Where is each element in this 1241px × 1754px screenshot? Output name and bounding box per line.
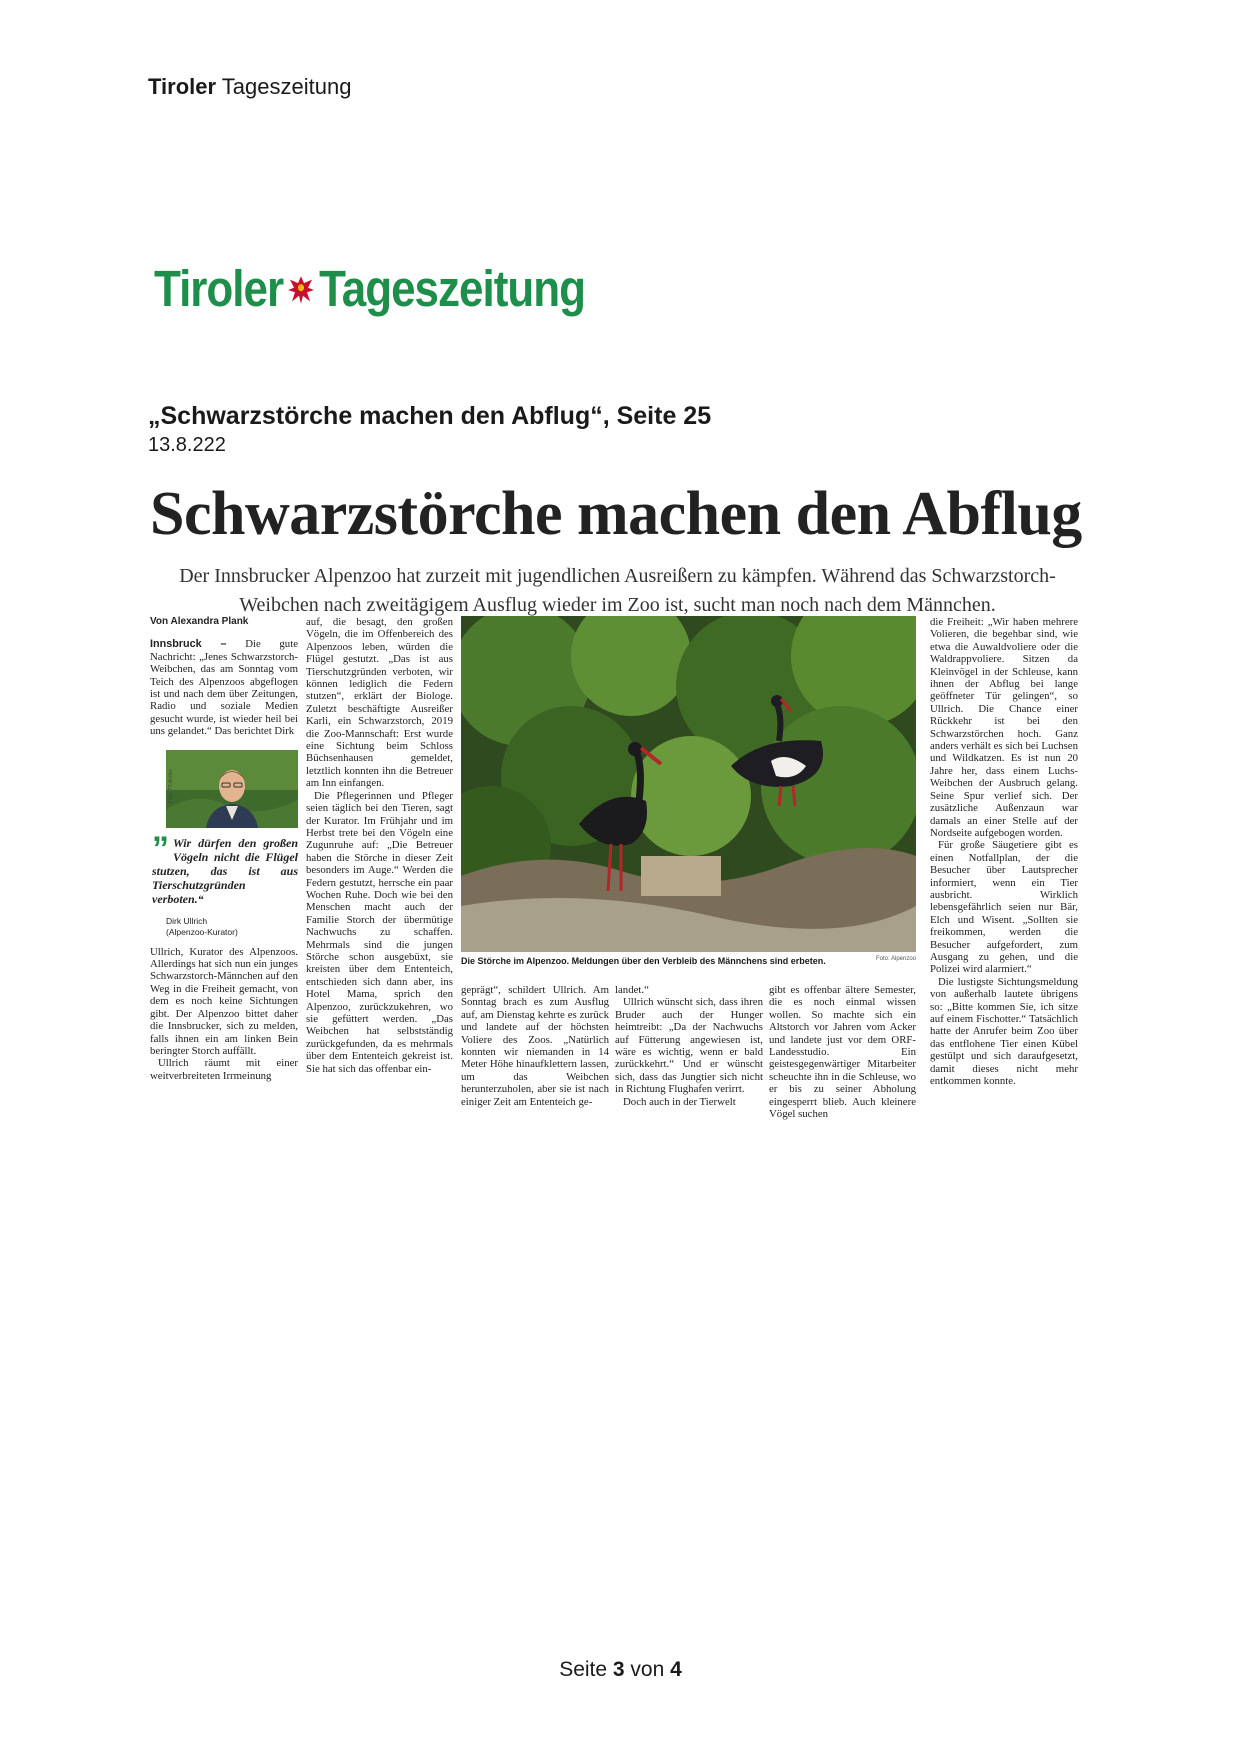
column-5 bbox=[769, 984, 916, 1120]
logo-part2: Tageszeitung bbox=[319, 261, 586, 318]
header-brand-rest: Tageszeitung bbox=[216, 74, 352, 99]
main-photo-block bbox=[461, 616, 916, 966]
footer-total-pages: 4 bbox=[670, 1658, 682, 1681]
quote-author bbox=[152, 916, 298, 938]
quote-author-name: Dirk Ullrich bbox=[166, 915, 208, 926]
column-4 bbox=[615, 984, 763, 1108]
quote-author-role: (Alpenzoo-Kurator) bbox=[166, 926, 238, 937]
dateline: Innsbruck – bbox=[150, 638, 227, 651]
col1-text: Die gute Nachricht: „Jenes Schwarzstorch-Weibchen, das am Sonntag vom Teich des Alpenzoos abgeflogen ist und nach dem über Zeitungen, Radio und soziale Medien gesucht wurde, ist wieder heil bei uns gelandet.“ Das berichtet Dirk bbox=[150, 638, 298, 738]
paragraph bbox=[150, 638, 298, 737]
photo-credit: Foto: Alpenzoo bbox=[875, 956, 916, 962]
header-brand-bold: Tiroler bbox=[148, 74, 217, 99]
newspaper-logo bbox=[154, 260, 585, 320]
logo-part1: Tiroler bbox=[154, 261, 284, 318]
portrait-credit: Foto: TT-Archiv bbox=[167, 768, 174, 803]
page-footer bbox=[0, 1658, 1241, 1682]
column-3 bbox=[461, 984, 609, 1108]
paragraph: landet.“ bbox=[615, 984, 649, 996]
photo-caption bbox=[461, 956, 916, 966]
article-reference-date: 13.8.222 bbox=[148, 434, 226, 456]
quote-text: Wir dürfen den großen Vögeln nicht die Flügel stutzen, das ist aus Tierschutzgründen verboten.“ bbox=[152, 835, 298, 906]
article-headline: Schwarzstörche machen den Abflug bbox=[150, 480, 1082, 548]
paragraph: Doch auch in der Tierwelt bbox=[623, 1095, 736, 1108]
paragraph: Ullrich, Kurator des Alpenzoos. Allerdings hat sich nun ein junges Schwarzstorch-Männchen auf den Weg in die Freiheit gemacht, von dem es noch keine Sichtungen gibt. Der Alpenzoo bittet daher die Innsbrucker, sich zu melden, falls ihnen ein am linken Bein beringter Storch auffällt. bbox=[150, 945, 298, 1057]
paragraph: gibt es offenbar ältere Semester, die es noch einmal wissen wollen. So machte sich ein Altstorch vor Jahren vom Acker und landete just vor dem ORF-Landesstudio. Ein geistesgegenwärtiger Mitarbeiter scheuchte ihn in die Schleuse, wo er bis zu seiner Abholung eingesperrt blieb. Auch kleinere Vögel suchen bbox=[769, 984, 916, 1121]
paragraph: Ullrich räumt mit einer weitverbreiteten Irrmeinung bbox=[150, 1057, 298, 1082]
pull-quote bbox=[150, 829, 298, 938]
paragraph: Ullrich wünscht sich, dass ihren Bruder auch der Hunger heimtreibt: „Da der Nachwuchs auf Fütterung angewiesen ist, wäre es wichtig, wenn er bald zurückkehrt.“ Und er wünscht sich, dass das Jungtier sich nicht in Richtung Flughafen verirrt. bbox=[615, 996, 763, 1096]
photo-caption-text: Die Störche im Alpenzoo. Meldungen über den Verbleib des Männchens sind erbeten. bbox=[461, 956, 826, 966]
article-body bbox=[150, 616, 1085, 1121]
article-lead: Der Innsbrucker Alpenzoo hat zurzeit mit jugendlichen Ausreißern zu kämpfen. Während das Schwarzstorch-Weibchen nach zweitägigem Ausflug wieder im Zoo ist, sucht man noch nach dem Männchen. bbox=[179, 565, 1056, 616]
paragraph: geprägt“, schildert Ullrich. Am Sonntag brach es zum Ausflug auf, am Dienstag kehrte es zurück und landete auf der höchsten Voliere des Zoos. „Natürlich konnten wir niemanden in 14 Meter Höhe hinaufklettern lassen, um das Weibchen herunterzuholen, aber sie ist nach einiger Zeit am Ententeich ge- bbox=[461, 984, 609, 1108]
paragraph: Die lustigste Sichtungsmeldung von außerhalb lautete übrigens so: „Bitte kommen Sie, ich sitze auf einem Fischotter.“ Tatsächlich hatte der Anrufer beim Zoo über das entflohene Tier einen Kübel gestülpt und sich daraufgesetzt, damit dieses nicht mehr entkommen konnte. bbox=[930, 975, 1078, 1088]
tyrol-eagle-icon bbox=[286, 273, 316, 308]
column-1 bbox=[150, 616, 298, 1082]
byline: Von Alexandra Plank bbox=[150, 616, 249, 627]
paragraph: Die Pflegerinnen und Pfleger seien täglich bei den Tieren, sagt der Kurator. Im Frühjahr und im Herbst trete bei den Vögeln eine Zugunruhe auf: „Die Betreuer haben die Störche in dieser Zeit besonders im Auge.“ Werden die Federn gestutzt, herrsche ein paar Wochen Ruhe. Doch wie bei den Menschen macht auch der Familie Storch der übermütige Nachwuchs zu schaffen. Mehrmals sind die jungen Störche schon ausgebüxt, sie kreisten über dem Ententeich, entschieden sich dann aber, ins Hotel Mama, sprich den Alpenzoo, zurückzukehren, wo sie gefüttert werden. „Das Weibchen hat selbstständig zurückgefunden, da es mehrmals über dem Ententeich gekreist ist. Sie hat sich das offenbar ein- bbox=[306, 789, 453, 1075]
footer-current-page: 3 bbox=[612, 1658, 625, 1681]
column-2 bbox=[306, 616, 453, 1075]
column-6 bbox=[930, 616, 1078, 1087]
footer-prefix: Seite bbox=[559, 1658, 613, 1681]
quote-mark-icon: ” bbox=[152, 829, 169, 868]
portrait-photo bbox=[166, 750, 298, 828]
stork-photo bbox=[461, 616, 916, 952]
paragraph: auf, die besagt, den großen Vögeln, die im Offenbereich des Alpenzoos leben, würden die Flügel gestutzt. „Das ist aus Tierschutzgründen verboten, wir können lediglich die Federn stutzen“, erklärt der Biologe. Zuletzt beschäftigte Ausreißer Karli, ein Schwarzstorch, 2019 die Zoo-Mannschaft: Erst wurde eine Sichtung beim Schloss Büchsenhausen gemeldet, letztlich konnten ihn die Betreuer am Inn einfangen. bbox=[306, 616, 453, 790]
paragraph: die Freiheit: „Wir haben mehrere Volieren, die begehbar sind, wie etwa die Auwaldvoliere oder die Waldrappvoliere. Sitzen da Kleinvögel in der Schleuse, kann ihnen der Abflug bei lange geöffneter Tür gelingen“, so Ullrich. Die Chance einer Rückkehr ist bei den Schwarzstörchen hoch. Ganz anders verhält es sich bei Luchsen und Wildkatzen. Es ist nun 20 Jahre her, dass einem Luchs-Weibchen der Ausbruch gelang. Seine Spur verlief sich. Der zusätzliche Außenzaun war damals an einer Stelle auf der Nordseite aufgebogen worden. bbox=[930, 616, 1078, 839]
paragraph: Für große Säugetiere gibt es einen Notfallplan, der die Besucher über Lautsprecher informiert, wenn ein Tier ausbricht. Wirklich lebensgefährlich seien nur Bär, Elch und Wisent. „Sollten sie freikommen, werden die Besucher aufgefordert, zum Ausgang zu gehen, und die Polizei wird alarmiert.“ bbox=[930, 839, 1078, 976]
article-reference-title: „Schwarzstörche machen den Abflug“, Seite 25 bbox=[148, 402, 712, 430]
footer-middle: von bbox=[624, 1658, 671, 1681]
article-clipping bbox=[150, 476, 1085, 620]
page-header bbox=[148, 74, 351, 100]
